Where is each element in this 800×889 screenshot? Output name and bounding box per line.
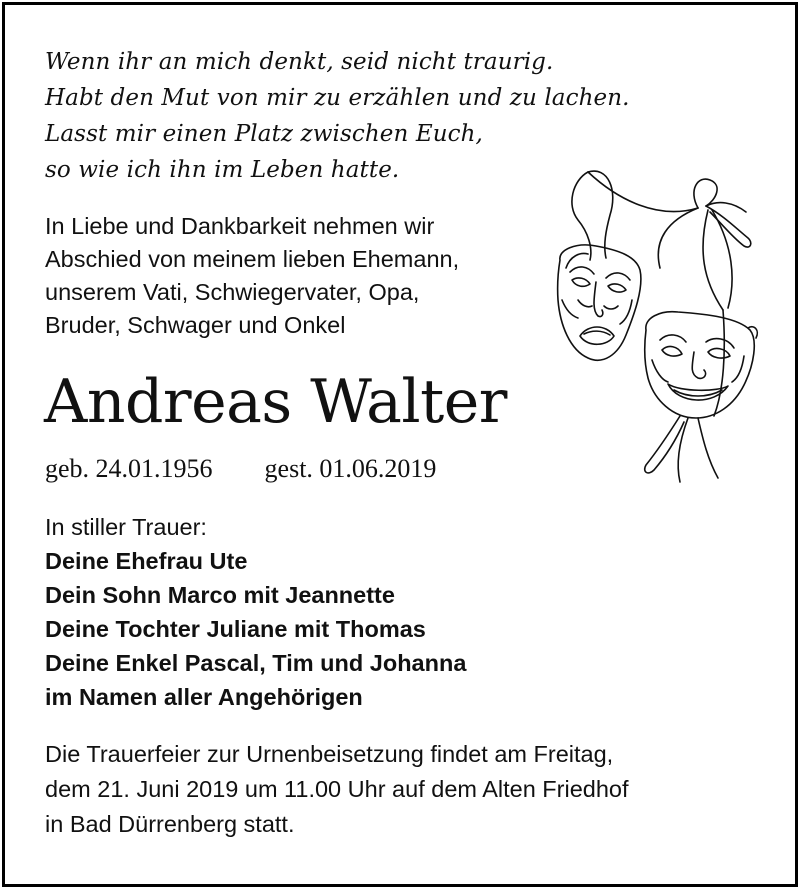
mourners-heading: In stiller Trauer: [45,514,207,540]
birth-date: geb. 24.01.1956 [45,454,213,483]
poem [45,44,630,188]
mourner-name: Deine Ehefrau Ute [45,548,248,574]
farewell-line: Bruder, Schwager und Onkel [45,312,346,338]
mourner-name: Deine Tochter Juliane mit Thomas [45,616,426,642]
mourners-block [45,510,466,714]
mourner-name: Deine Enkel Pascal, Tim und Johanna [45,650,467,676]
funeral-line: Die Trauerfeier zur Urnenbeisetzung findet am Freitag, [45,741,614,767]
life-dates [45,452,436,486]
funeral-line: in Bad Dürrenberg statt. [45,811,295,837]
poem-line: Habt den Mut von mir zu erzählen und zu lachen. [45,85,630,111]
deceased-name: Andreas Walter [44,367,507,437]
mourner-name: Dein Sohn Marco mit Jeannette [45,582,395,608]
farewell-line: In Liebe und Dankbarkeit nehmen wir [45,213,435,239]
poem-line: Lasst mir einen Platz zwischen Euch, [45,121,483,147]
funeral-notice [45,737,629,842]
poem-line: so wie ich ihn im Leben hatte. [45,157,400,183]
death-date: gest. 01.06.2019 [264,454,437,483]
funeral-line: dem 21. Juni 2019 um 11.00 Uhr auf dem Alten Friedhof [45,776,629,802]
farewell-line: Abschied von meinem lieben Ehemann, [45,246,460,272]
farewell-line: unserem Vati, Schwiegervater, Opa, [45,279,420,305]
poem-line: Wenn ihr an mich denkt, seid nicht traurig. [45,49,554,75]
mourner-name: im Namen aller Angehörigen [45,684,363,710]
theater-masks-icon [548,160,768,490]
farewell-text [45,210,459,342]
